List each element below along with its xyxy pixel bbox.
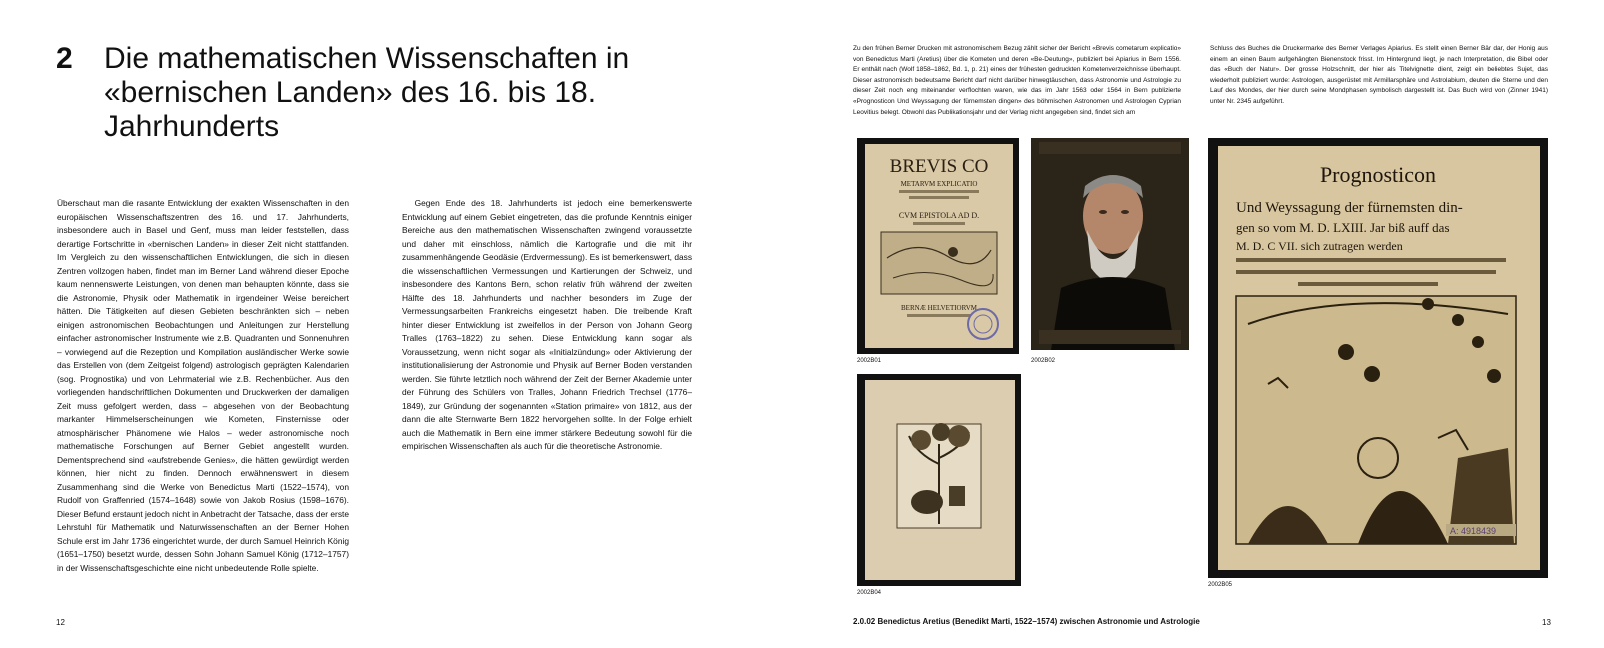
caption-2002b01: 2002B01 — [857, 358, 882, 364]
body-text-column-4: Schluss des Buches die Druckermarke des Berner Verlages Apiarius. Es stellt einen Berner Bär dar, der Honig aus einem an einen Baum aufgehängten Bienenstock frisst. Im Hintergrund liegt, je nach Interpretation, die Bibel oder das «Buch der Natur». Der grosse Holzschnitt, der hier als Titelvignette dient, zeigt ein beliebtes Sujet, das wiederholt publiziert wurde: Astrologen, ausgerüstet mit Armillarsphäre und Astrolabium, deuten die Sterne und den Lauf des Mondes, der hier durch seine Mondphasen symbolisch dargestellt ist. Das Buch wird von (Zinner 1941) unter Nr. 2345 aufgeführt. — [1210, 45, 1548, 105]
plate4-line-1: Und Weyssagung der fürnemsten din- — [1236, 200, 1463, 216]
running-head: 2.0.02 Benedictus Aretius (Benedikt Marti, 1522–1574) zwischen Astronomie und Astrologie — [853, 617, 1200, 626]
plate1-line-3: CVM EPISTOLA AD D. — [898, 211, 980, 220]
plate4-line-2: gen so vom M. D. LXIII. Jar biß auff das — [1236, 220, 1450, 235]
plate1-line-2: METARVM EXPLICATIO — [900, 180, 978, 188]
chapter-title: Die mathematischen Wissenschaften in «bernischen Landen» des 16. bis 18. Jahrhunderts — [104, 42, 630, 143]
portrait-image — [1031, 138, 1189, 350]
caption-2002b02: 2002B02 — [1031, 358, 1056, 364]
plate1-line-1: BREVIS CO — [889, 156, 989, 177]
plate-prognosticon — [1208, 138, 1548, 578]
prognosticon-title-page-image — [1208, 138, 1548, 578]
plate1-line-4: BERNÆ HELVETIORVM — [901, 304, 977, 312]
plate4-shelfmark: A: 4918439 — [1450, 526, 1497, 536]
caption-2002b04: 2002B04 — [857, 590, 882, 596]
brevis-title-page-image — [857, 138, 1019, 354]
plate4-title: Prognosticon — [1319, 162, 1437, 187]
chapter-number: 2 — [56, 42, 73, 75]
plate4-line-3: M. D. C VII. sich zutragen werden — [1236, 239, 1403, 253]
plate-brevis-cometarum — [857, 138, 1019, 354]
body-text-column-2: Gegen Ende des 18. Jahrhunderts ist jedoch eine bemerkenswerte Entwicklung auf einem Gebiet eingetreten, das die profunde Kenntnis einiger Bereiche aus den mathematischen Wissenschaften zwingend voraussetzte und daher mit einschloss, nämlich die Kartografie und die mit ihr zusammenhängende Geodäsie (Erdvermessung). Es ist bemerkenswert, dass die wissenschaftlichen Vermessungen und Kartierungen der Schweiz, und insbesondere des Kantons Bern, schon relativ früh während der zweiten Hälfte des 18. Jahrhunderts und nachher besonders im Zuge der Vermessungsarbeiten Frankreichs eingesetzt haben. Die treibende Kraft hinter dieser Entwicklung ist zweifellos in der Person von Johann Georg Tralles (1763–1822) zu sehen. Diese Entwicklung kann sogar als Voraussetzung, wenn nicht sogar als «Initialzündung» oder Aktivierung der institutionalisierung der Astronomie und Physik auf Berner Boden verstanden werden. Sie führte letztlich noch während der Zeit der Berner Akademie unter der Führung des Schülers von Tralles, Johann Friedrich Trechsel (1776–1849), zur Gründung der sogenannten «Station primaire» von 1812, aus der dann die alte Sternwarte Bern 1822 hervorgehen sollte. In der Folge erhielt auch die Mathematik in Bern eine immer stärkere Bedeutung sowohl für die empirischen Wissenschaften als auch für die theoretische Astronomie. — [402, 198, 693, 451]
folio-left: 12 — [56, 618, 65, 627]
body-text-column-3: Zu den frühen Berner Drucken mit astronomischem Bezug zählt sicher der Bericht «Brevis cometarum explicatio» von Benedictus Marti (Aretius) über die Kometen und deren «Be-Deutung», publiziert bei Apiarius in Bern 1556. Er enthält nach (Wolf 1858–1862, Bd. 1, p. 21) eines der frühesten gedruckten Kometenverzeichnisse überhaupt. Dieser astronomisch bedeutsame Bericht darf nicht darüber hinwegtäuschen, dass Astronomie und Astrologie zu dieser Zeit noch eng miteinander verflochten waren, wie das im Jahr 1563 oder 1564 in Bern publizierte «Prognosticon Und Weyssagung der fürnemsten dingen» des böhmischen Astronomen und Astrologen Cyprian Leovitius belegt. Obwohl das Publikationsjahr und der Verlag nicht angegeben sind, findet sich am — [853, 45, 1181, 116]
folio-right: 13 — [1542, 618, 1551, 627]
plate-printers-mark — [857, 374, 1021, 586]
caption-2002b05: 2002B05 — [1208, 582, 1233, 588]
printers-mark-image — [857, 374, 1021, 586]
body-text-column-1: Überschaut man die rasante Entwicklung der exakten Wissenschaften in den europäischen Wissenschaftszentren des 16. und 17. Jahrhunderts, insbesondere auch in Basel und Genf, muss man leider feststellen, dass derartige Fortschritte in «bernischen Landen» in dieser Zeit nicht stattfanden. Im Vergleich zu den wissenschaftlichen Entwicklungen, die sich in diesen Zentren vollzogen haben, findet man im Berner Land während dieser Epoche kaum nennenswerte Leistungen, von denen man behaupten könnte, dass sie die Astronomie, Physik oder Mathematik in irgendeiner Weise bereichert hätten. Die Tätigkeiten auf diesen Gebieten beschränkten sich – neben einigen astronomischen Beobachtungen und Anleitungen zur Herstellung einfacher astronomischer Instrumente wie z.B. Quadranten und Sonnenuhren – vorwiegend auf die Rezeption und Kompilation ausländischer Werke sowie das Erstellen von (dem Zeitgeist folgend) astrologisch geprägten Kalendarien (sog. Prognostika) und von Lehrmaterial wie z.B. Rechenbücher. Aus den vorliegenden handschriftlichen Dokumenten und Druckwerken der damaligen Zeit muss gefolgert werden, dass – abgesehen von der Beobachtung markanter Himmelserscheinungen wie Kometen, Finsternisse oder atmosphärischer Phänomene wie Halos – weder astronomische noch mathematische Forschungen auf Berner Gebiet angestellt wurden. Dementsprechend sind «aufstrebende Genies», die hätten gewürdigt werden können, hier nicht zu finden. Dennoch erwähnenswert in diesem Zusammenhang sind die Werke von Benedictus Marti (1522–1574), von Rudolf von Graffenried (1574–1648) sowie von Jakob Rosius (1598–1676). Dieser Befund erstaunt jedoch nicht in Anbetracht der Tatsache, dass der erste Lehrstuhl für Mathematik und Naturwissenschaften an der Berner Hohen Schule erst im Jahr 1736 eingerichtet wurde, der durch Samuel Heinrich König (1651–1750) besetzt wurde, dessen Sohn Johann Samuel König (1712–1757) in der Wissenschaftsgeschichte eine nicht unbedeutende Rolle spielte. — [57, 198, 349, 573]
plate-portrait — [1031, 138, 1189, 350]
